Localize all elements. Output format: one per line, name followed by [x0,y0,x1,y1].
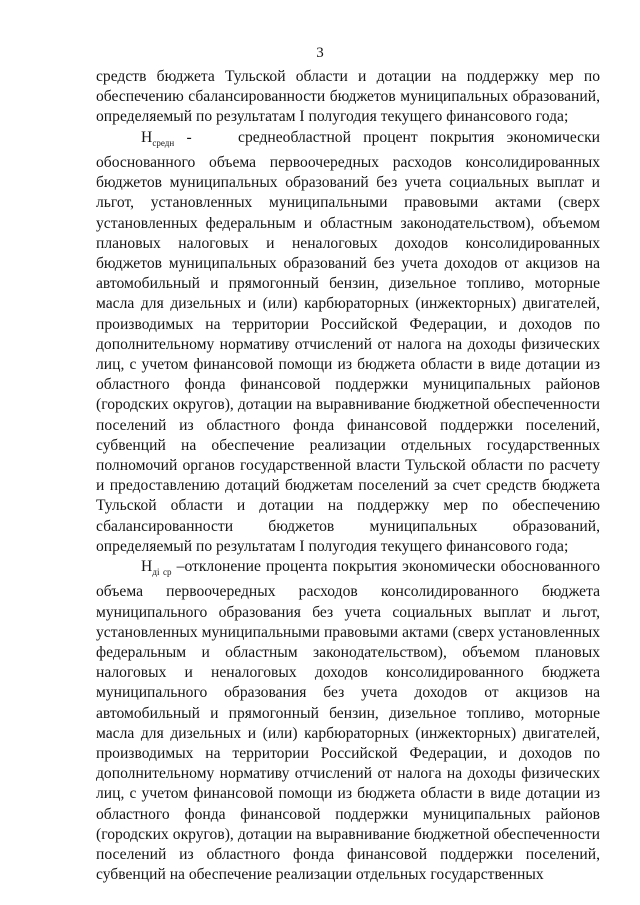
definition-dash: - [174,128,205,146]
variable-n-di-sr: $Н_{дi ср}$ [141,557,172,578]
definition-dash: – [171,557,185,575]
variable-n-sredn: $Н_{средн}$ [141,128,175,148]
document-body [96,67,600,885]
paragraph-definition-n-sredn [96,128,600,557]
definition-text: отклонение процента покрытия экономически обоснованного объема первоочередных расходов консолидированного бюджета муниципального образования без учета социальных выплат и льгот, установленных муниципальными правовыми актами (сверх установленных федеральным и областным законодательством), объемом плановых налоговых и неналоговых доходов консолидированного бюджета муниципального образования без учета доходов от акцизов на автомобильный и прямогонный бензин, дизельное топливо, моторные масла для дизельных и (или) карбюраторных (инжекторных) двигателей, производимых на территории Российской Федерации, и доходов по дополнительному нормативу отчислений от налога на доходы физических лиц, с учетом финансовой помощи из бюджета области в виде дотации из областного фонда финансовой поддержки муниципальных районов (городских округов), дотации на выравнивание бюджетной обеспеченности поселений из областного фонда финансовой поддержки поселений, субвенций на обеспечение реализации отдельных государственных [96,557,600,884]
paragraph-continuation: средств бюджета Тульской области и дотации на поддержку мер по обеспечению сбалансированности бюджетов муниципальных образований, определяемый по результатам I полугодия текущего финансового года; [96,68,600,126]
page-number: 3 [316,45,324,61]
definition-text: среднеобластной процент покрытия экономически обоснованного объема первоочередных расходов консолидированных бюджетов муниципальных образований без учета социальных выплат и льгот, установленных муниципальными правовыми актами (сверх установленных федеральным и областным законодательством), объемом плановых налоговых и неналоговых доходов консолидированных бюджетов муниципальных образований без учета доходов от акцизов на автомобильный и прямогонный бензин, дизельное топливо, моторные масла для дизельных и (или) карбюраторных (инжекторных) двигателей, производимых на территории Российской Федерации, и доходов по дополнительному нормативу отчислений от налога на доходы физических лиц, с учетом финансовой помощи из бюджета области в виде дотации из областного фонда финансовой поддержки муниципальных районов (городских округов), дотации на выравнивание бюджетной обеспеченности поселений из областного фонда финансовой поддержки поселений, субвенций на обеспечение реализации отдельных государственных полномочий органов государственной власти Тульской области по расчету и предоставлению дотаций бюджетам поселений за счет средств бюджета Тульской области и дотации на поддержку мер по обеспечению сбалансированности бюджетов муниципальных образований, определяемый по результатам I полугодия текущего финансового года; [96,128,600,555]
variable-subscript: дi ср [152,567,172,578]
variable-subscript: средн [152,137,175,148]
paragraph-definition-n-di-sr [96,557,600,885]
